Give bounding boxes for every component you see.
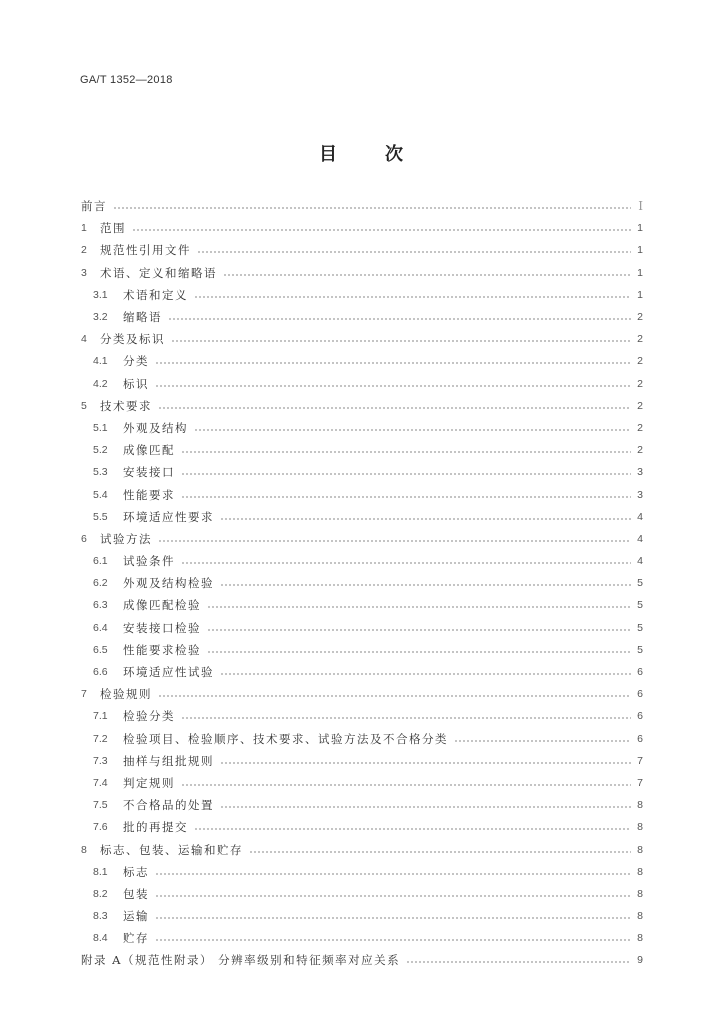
toc-entry-title: 外观及结构 <box>123 420 188 435</box>
toc-entry-number: 6.2 <box>93 577 108 590</box>
toc-entry[interactable] <box>81 306 643 328</box>
toc-entry-number: 5 <box>81 399 87 412</box>
toc-entry[interactable] <box>81 594 643 616</box>
dot-leader <box>207 651 631 653</box>
toc-entry[interactable] <box>81 417 643 439</box>
dot-leader <box>155 939 631 941</box>
toc-entry-title: 标识 <box>123 376 149 391</box>
toc-entry-page-number: 2 <box>637 311 643 324</box>
toc-entry-number: 6.3 <box>93 599 108 612</box>
toc-entry-title: 不合格品的处置 <box>123 798 214 813</box>
dot-leader <box>155 362 631 364</box>
dot-leader <box>181 473 631 475</box>
toc-entry[interactable] <box>81 838 643 860</box>
toc-entry-number: 5.3 <box>93 466 108 479</box>
dot-leader <box>406 961 631 963</box>
table-of-contents <box>81 195 643 972</box>
toc-entry-title: 规范性引用文件 <box>100 243 191 258</box>
toc-entry[interactable] <box>81 683 643 705</box>
toc-entry-page-number: 8 <box>637 865 643 878</box>
dot-leader <box>158 695 631 697</box>
toc-entry-number: 4 <box>81 333 87 346</box>
toc-entry-number: 4.1 <box>93 355 108 368</box>
toc-entry[interactable] <box>81 572 643 594</box>
toc-entry-page-number: 8 <box>637 932 643 945</box>
toc-entry[interactable] <box>81 905 643 927</box>
toc-entry-page-number: 8 <box>637 910 643 923</box>
dot-leader <box>197 251 631 253</box>
toc-entry-number: 3.1 <box>93 288 108 301</box>
toc-entry-page-number: 2 <box>637 444 643 457</box>
toc-entry[interactable] <box>81 550 643 572</box>
toc-entry-title: 判定规则 <box>123 775 175 790</box>
toc-entry-page-number: 3 <box>637 466 643 479</box>
dot-leader <box>155 873 631 875</box>
toc-entry[interactable] <box>81 284 643 306</box>
toc-entry-page-number: 2 <box>637 355 643 368</box>
toc-entry-title: 包装 <box>123 886 149 901</box>
toc-entry-title: 运输 <box>123 909 149 924</box>
toc-entry-page-number: 4 <box>637 532 643 545</box>
toc-entry-number: 1 <box>81 222 87 235</box>
toc-entry-page-number: 8 <box>637 821 643 834</box>
toc-entry-title: 性能要求检验 <box>123 642 201 657</box>
standard-code: GA/T 1352—2018 <box>80 74 173 86</box>
toc-entry-title: 检验项目、检验顺序、技术要求、试验方法及不合格分类 <box>123 731 448 746</box>
toc-entry-page-number: 6 <box>637 710 643 723</box>
dot-leader <box>168 318 631 320</box>
toc-entry-page-number: Ⅰ <box>638 199 643 214</box>
toc-entry-title: 试验条件 <box>123 554 175 569</box>
dot-leader <box>155 917 631 919</box>
toc-entry[interactable] <box>81 617 643 639</box>
toc-entry-page-number: 2 <box>637 399 643 412</box>
toc-entry[interactable] <box>81 506 643 528</box>
toc-entry-number: 8 <box>81 843 87 856</box>
toc-entry-title: 缩略语 <box>123 310 162 325</box>
dot-leader <box>207 629 631 631</box>
toc-entry-title: 安装接口 <box>123 465 175 480</box>
toc-entry-number: 6.1 <box>93 555 108 568</box>
toc-entry[interactable] <box>81 195 643 217</box>
dot-leader <box>194 429 631 431</box>
toc-entry[interactable] <box>81 794 643 816</box>
dot-leader <box>181 562 631 564</box>
toc-entry-page-number: 1 <box>637 222 643 235</box>
toc-entry-title: 分类 <box>123 354 149 369</box>
toc-entry-title: 性能要求 <box>123 487 175 502</box>
toc-entry[interactable] <box>81 639 643 661</box>
toc-entry-number: 7.6 <box>93 821 108 834</box>
toc-entry[interactable] <box>81 239 643 261</box>
dot-leader <box>194 296 631 298</box>
toc-entry-number: 3 <box>81 266 87 279</box>
toc-entry[interactable] <box>81 661 643 683</box>
toc-entry-number: 7.4 <box>93 776 108 789</box>
toc-entry-title: 外观及结构检验 <box>123 576 214 591</box>
toc-entry[interactable] <box>81 395 643 417</box>
dot-leader <box>220 673 631 675</box>
dot-leader <box>181 496 631 498</box>
toc-entry-number: 5.1 <box>93 421 108 434</box>
toc-entry[interactable] <box>81 328 643 350</box>
toc-entry-title: 检验分类 <box>123 709 175 724</box>
toc-entry-number: 5.2 <box>93 444 108 457</box>
toc-entry[interactable] <box>81 949 643 971</box>
toc-entry-page-number: 8 <box>637 843 643 856</box>
toc-entry-title: 前言 <box>81 199 107 214</box>
dot-leader <box>220 584 631 586</box>
toc-entry-page-number: 8 <box>637 887 643 900</box>
toc-entry[interactable] <box>81 705 643 727</box>
toc-entry[interactable] <box>81 927 643 949</box>
toc-entry[interactable] <box>81 772 643 794</box>
dot-leader <box>181 451 631 453</box>
toc-entry[interactable] <box>81 350 643 372</box>
toc-entry[interactable] <box>81 883 643 905</box>
toc-entry-title: 分类及标识 <box>100 332 165 347</box>
toc-entry-number: 2 <box>81 244 87 257</box>
toc-entry-page-number: 9 <box>637 954 643 967</box>
toc-entry-page-number: 6 <box>637 732 643 745</box>
dot-leader <box>155 385 631 387</box>
toc-entry-title: 技术要求 <box>100 398 152 413</box>
toc-entry[interactable] <box>81 439 643 461</box>
toc-entry-title: 附录 A（规范性附录） 分辨率级别和特征频率对应关系 <box>81 953 401 968</box>
toc-entry-page-number: 5 <box>637 577 643 590</box>
toc-entry-page-number: 6 <box>637 688 643 701</box>
toc-entry-page-number: 5 <box>637 643 643 656</box>
toc-entry-number: 4.2 <box>93 377 108 390</box>
toc-entry-number: 7 <box>81 688 87 701</box>
dot-leader <box>220 806 631 808</box>
toc-entry-title: 贮存 <box>123 931 149 946</box>
toc-entry-page-number: 8 <box>637 799 643 812</box>
dot-leader <box>181 717 631 719</box>
toc-entry-title: 范围 <box>100 221 126 236</box>
dot-leader <box>158 407 631 409</box>
toc-entry[interactable] <box>81 528 643 550</box>
toc-entry-page-number: 3 <box>637 488 643 501</box>
dot-leader <box>454 740 631 742</box>
toc-entry-title: 标志、包装、运输和贮存 <box>100 842 243 857</box>
dot-leader <box>158 540 631 542</box>
toc-entry[interactable] <box>81 461 643 483</box>
toc-entry-number: 6 <box>81 532 87 545</box>
toc-entry-page-number: 5 <box>637 599 643 612</box>
toc-entry-page-number: 2 <box>637 333 643 346</box>
toc-entry-page-number: 4 <box>637 555 643 568</box>
dot-leader <box>113 207 631 209</box>
toc-entry-number: 6.4 <box>93 621 108 634</box>
toc-entry[interactable] <box>81 861 643 883</box>
dot-leader <box>171 340 631 342</box>
toc-entry[interactable] <box>81 483 643 505</box>
toc-entry-number: 8.4 <box>93 932 108 945</box>
toc-entry-title: 成像匹配检验 <box>123 598 201 613</box>
toc-entry-title: 批的再提交 <box>123 820 188 835</box>
toc-entry-title: 环境适应性要求 <box>123 509 214 524</box>
toc-entry-title: 术语和定义 <box>123 287 188 302</box>
toc-entry[interactable] <box>81 728 643 750</box>
dot-leader <box>249 851 631 853</box>
toc-entry-number: 7.1 <box>93 710 108 723</box>
toc-entry-number: 6.5 <box>93 643 108 656</box>
toc-entry-page-number: 6 <box>637 666 643 679</box>
toc-entry-number: 7.3 <box>93 754 108 767</box>
toc-entry-number: 7.5 <box>93 799 108 812</box>
toc-entry-title: 环境适应性试验 <box>123 665 214 680</box>
toc-entry[interactable] <box>81 816 643 838</box>
dot-leader <box>181 784 631 786</box>
dot-leader <box>132 229 631 231</box>
toc-entry-title: 成像匹配 <box>123 443 175 458</box>
toc-entry-number: 5.5 <box>93 510 108 523</box>
toc-entry[interactable] <box>81 373 643 395</box>
toc-entry-number: 5.4 <box>93 488 108 501</box>
toc-entry-number: 8.3 <box>93 910 108 923</box>
toc-entry-title: 术语、定义和缩略语 <box>100 265 217 280</box>
dot-leader <box>155 895 631 897</box>
dot-leader <box>194 828 631 830</box>
toc-entry[interactable] <box>81 262 643 284</box>
toc-entry-number: 6.6 <box>93 666 108 679</box>
title-char-1: 目 <box>319 144 339 165</box>
toc-entry-page-number: 5 <box>637 621 643 634</box>
toc-entry-title: 检验规则 <box>100 687 152 702</box>
toc-entry-page-number: 1 <box>637 288 643 301</box>
toc-entry-page-number: 2 <box>637 377 643 390</box>
toc-entry-number: 8.2 <box>93 887 108 900</box>
page-title <box>0 140 724 166</box>
toc-entry[interactable] <box>81 750 643 772</box>
dot-leader <box>220 518 631 520</box>
toc-entry-number: 8.1 <box>93 865 108 878</box>
toc-entry-page-number: 2 <box>637 421 643 434</box>
toc-entry-page-number: 7 <box>637 776 643 789</box>
toc-entry-title: 抽样与组批规则 <box>123 753 214 768</box>
title-char-2: 次 <box>385 144 405 165</box>
toc-entry-title: 标志 <box>123 864 149 879</box>
toc-entry[interactable] <box>81 217 643 239</box>
dot-leader <box>223 274 631 276</box>
toc-entry-title: 试验方法 <box>100 531 152 546</box>
toc-entry-page-number: 4 <box>637 510 643 523</box>
dot-leader <box>207 606 631 608</box>
toc-entry-page-number: 1 <box>637 244 643 257</box>
toc-entry-page-number: 1 <box>637 266 643 279</box>
toc-entry-number: 7.2 <box>93 732 108 745</box>
dot-leader <box>220 762 631 764</box>
toc-entry-title: 安装接口检验 <box>123 620 201 635</box>
toc-entry-number: 3.2 <box>93 311 108 324</box>
toc-entry-page-number: 7 <box>637 754 643 767</box>
